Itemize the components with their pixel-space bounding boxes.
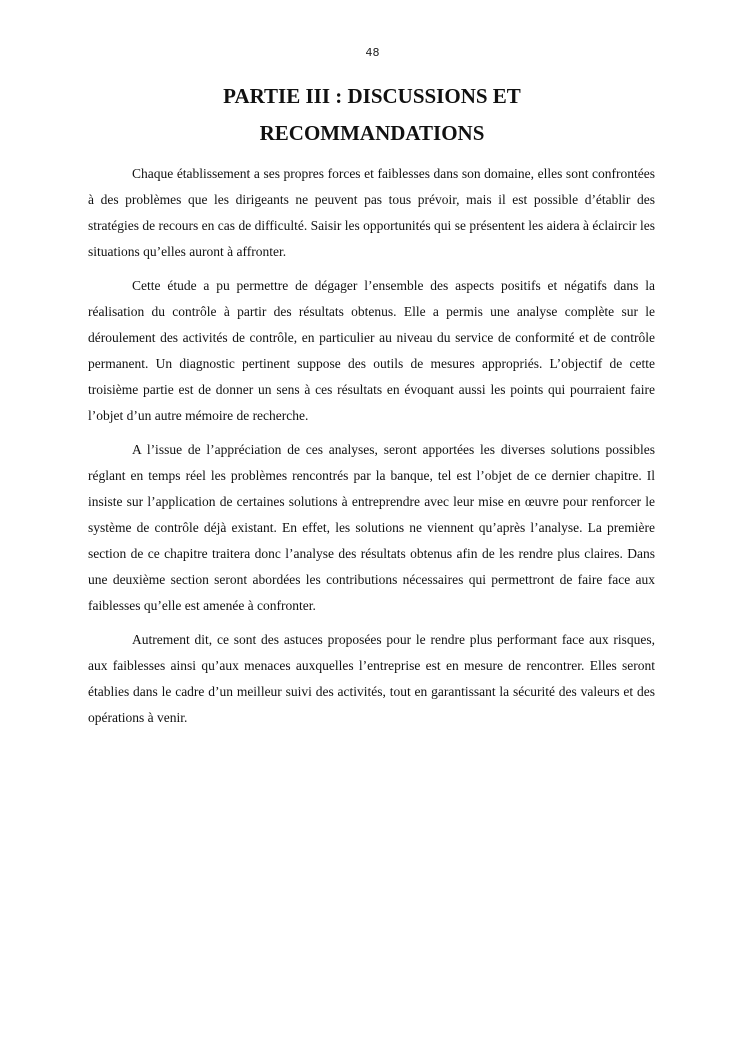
section-title-line-2: RECOMMANDATIONS (259, 121, 485, 145)
paragraph-2: Cette étude a pu permettre de dégager l’ensemble des aspects positifs et négatifs dans la réalisation du contrôle à partir des résultats obtenus. Elle a permis une analyse complète sur le déroulement des activités de contrôle, en particulier au niveau du service de conformité et de contrôle permanent. Un diagnostic pertinent suppose des outils de mesures appropriés. L’objectif de cette troisième partie est de donner un sens à ces résultats en évoquant aussi les points qui pourraient faire l’objet d’un autre mémoire de recherche. (88, 278, 655, 423)
section-title (88, 78, 656, 152)
section-title-line-1: PARTIE III : DISCUSSIONS ET (223, 84, 521, 108)
page-number: 48 (365, 46, 380, 59)
paragraph-4: Autrement dit, ce sont des astuces proposées pour le rendre plus performant face aux risques, aux faiblesses ainsi qu’aux menaces auxquelles l’entreprise est en mesure de rencontrer. Elles seront établies dans le cadre d’un meilleur suivi des activités, tout en garantissant la sécurité des valeurs et des opérations à venir. (88, 632, 655, 725)
body-text (88, 161, 655, 739)
paragraph-3: A l’issue de l’appréciation de ces analyses, seront apportées les diverses solutions possibles réglant en temps réel les problèmes rencontrés par la banque, tel est l’objet de ce dernier chapitre. Il insiste sur l’application de certaines solutions à entreprendre avec leur mise en œuvre pour renforcer le système de contrôle déjà existant. En effet, les solutions ne viennent qu’après l’analyse. La première section de ce chapitre traitera donc l’analyse des résultats obtenus afin de les rendre plus claires. Dans une deuxième section seront abordées les contributions nécessaires qui permettront de faire face aux faiblesses qu’elle est amenée à confronter. (88, 442, 655, 613)
paragraph-1: Chaque établissement a ses propres forces et faiblesses dans son domaine, elles sont confrontées à des problèmes que les dirigeants ne peuvent pas tous prévoir, mais il est possible d’établir des stratégies de recours en cas de difficulté. Saisir les opportunités qui se présentent les aidera à éclaircir les situations qu’elles auront à affronter. (88, 166, 655, 259)
